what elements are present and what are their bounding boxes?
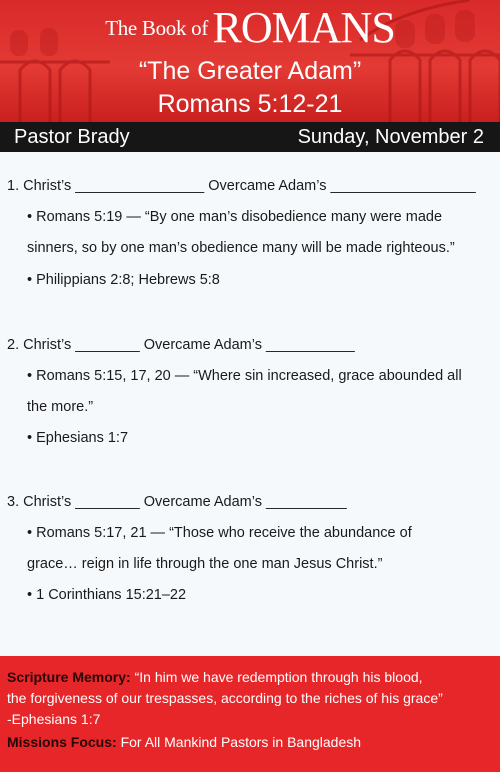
point-1-bullet-2: • Philippians 2:8; Hebrews 5:8: [27, 272, 220, 288]
point-2-bullet-1: • Romans 5:15, 17, 20 — “Where sin increased, grace abounded all: [27, 368, 462, 384]
scripture-memory-text-1: “In him we have redemption through his blood,: [130, 669, 423, 685]
pastor-name: Pastor Brady: [14, 126, 130, 148]
point-2-heading: 2. Christ’s ________ Overcame Adam’s ___________: [7, 337, 355, 353]
sermon-date: Sunday, November 2: [297, 126, 484, 148]
point-3-heading: 3. Christ’s ________ Overcame Adam’s __________: [7, 494, 347, 510]
point-2-bullet-1-cont: the more.”: [27, 399, 94, 415]
missions-focus-line: [7, 734, 361, 750]
point-1-bullet-1: • Romans 5:19 — “By one man’s disobedience many were made: [27, 209, 443, 225]
sermon-notes: [0, 152, 500, 656]
missions-focus-label: Missions Focus:: [7, 734, 117, 750]
scripture-memory-line: [7, 669, 423, 685]
scripture-memory-label: Scripture Memory:: [7, 669, 131, 685]
point-3-bullet-1: • Romans 5:17, 21 — “Those who receive the abundance of: [27, 525, 412, 541]
series-name: ROMANS: [212, 3, 395, 52]
point-3-bullet-1-cont: grace… reign in life through the one man Jesus Christ.”: [27, 556, 383, 572]
sermon-header: [0, 0, 500, 122]
info-bar: [0, 122, 500, 152]
scripture-memory-text-2: the forgiveness of our trespasses, according to the riches of his grace”: [7, 690, 443, 706]
footer-panel: [0, 656, 500, 772]
scripture-reference: Romans 5:12-21: [157, 90, 343, 118]
series-prefix: The Book of: [105, 16, 209, 40]
series-title: [0, 3, 500, 52]
point-1-heading: 1. Christ’s ________________ Overcame Adam’s __________________: [7, 178, 476, 194]
missions-focus-text: For All Mankind Pastors in Bangladesh: [116, 734, 362, 750]
scripture-memory-reference: -Ephesians 1:7: [7, 711, 101, 727]
point-1-bullet-1-cont: sinners, so by one man’s obedience many will be made righteous.”: [27, 240, 455, 256]
point-2-bullet-2: • Ephesians 1:7: [27, 430, 129, 446]
point-3-bullet-2: • 1 Corinthians 15:21–22: [27, 587, 187, 603]
sermon-title: “The Greater Adam”: [138, 57, 362, 85]
